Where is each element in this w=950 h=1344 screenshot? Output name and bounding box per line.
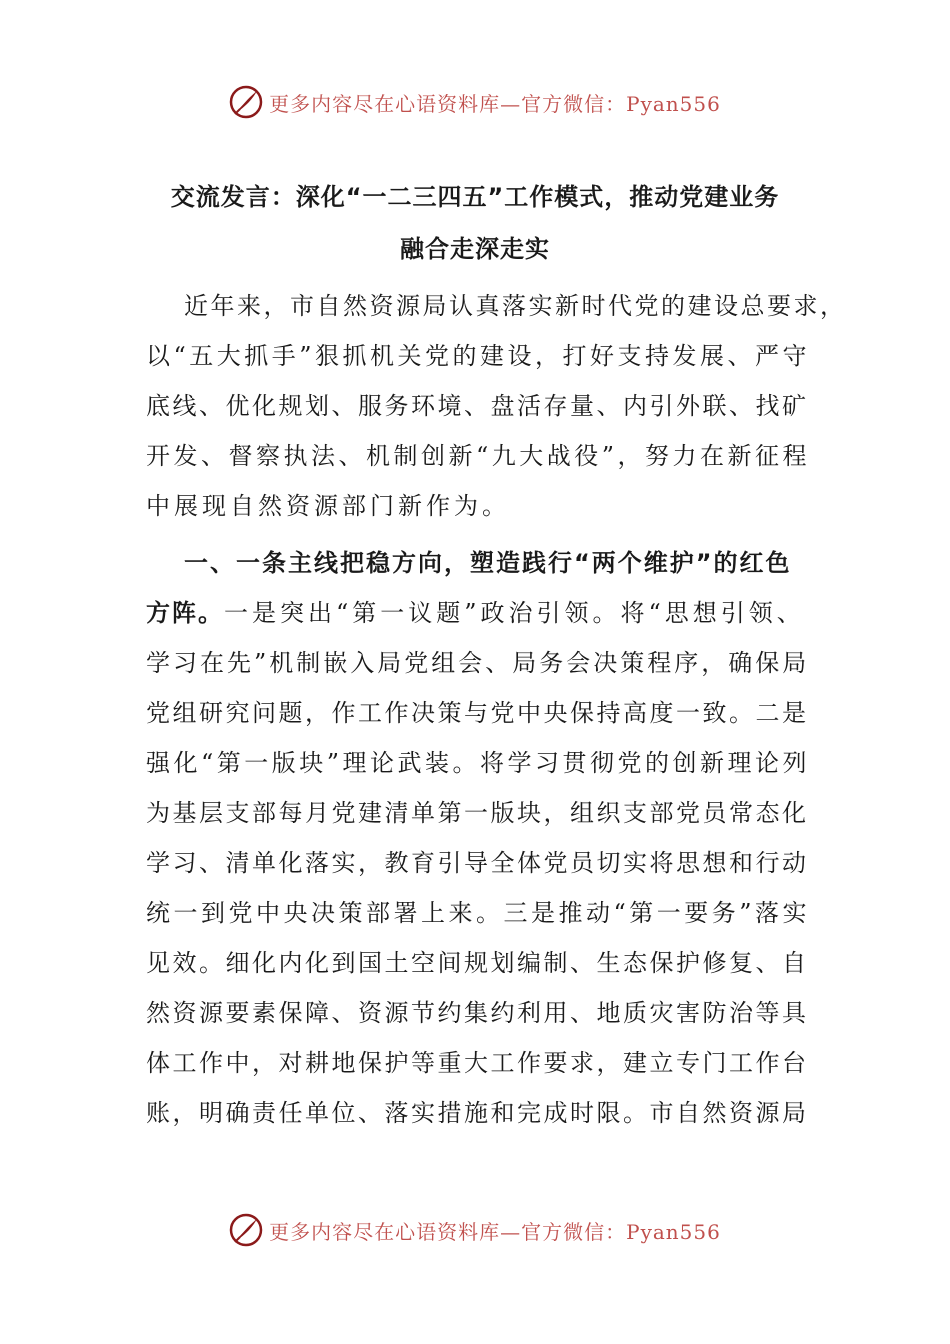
section-text: 一是突出“第一议题”政治引领。将“思想引领、 [224,599,805,627]
section-heading-end: 方阵。 [146,599,224,627]
intro-line: 底线、优化规划、服务环境、盘活存量、内引外联、找矿 [146,392,809,420]
header-banner [0,82,950,122]
section-line: 为基层支部每月党建清单第一版块，组织支部党员常态化 [146,799,809,827]
intro-line: 近年来，市自然资源局认真落实新时代党的建设总要求， [184,292,847,320]
section-line: 然资源要素保障、资源节约集约利用、地质灾害防治等具 [146,999,809,1027]
section-line: 体工作中，对耕地保护等重大工作要求，建立专门工作台 [146,1049,809,1077]
document-title-line-1: 交流发言：深化“一二三四五”工作模式，推动党建业务 [170,183,780,211]
intro-line: 中展现自然资源部门新作为。 [146,492,510,520]
quill-pen-logo-icon [229,85,263,119]
banner-text: 更多内容尽在心语资料库—官方微信：Pyan556 [269,91,721,116]
section-heading: 一、一条主线把稳方向，塑造践行“两个维护”的红色 [184,549,792,577]
section-line: 账，明确责任单位、落实措施和完成时限。市自然资源局 [146,1099,809,1127]
intro-line: 以“五大抓手”狠抓机关党的建设，打好支持发展、严守 [146,342,811,370]
section-line: 党组研究问题，作工作决策与党中央保持高度一致。二是 [146,699,809,727]
section-line [146,597,810,629]
section-line: 见效。细化内化到国土空间规划编制、生态保护修复、自 [146,949,809,977]
section-line: 强化“第一版块”理论武装。将学习贯彻党的创新理论列 [146,749,811,777]
intro-line: 开发、督察执法、机制创新“九大战役”，努力在新征程 [146,442,811,470]
banner-text: 更多内容尽在心语资料库—官方微信：Pyan556 [269,1219,721,1244]
section-line: 学习在先”机制嵌入局党组会、局务会决策程序，确保局 [146,649,810,677]
section-line: 统一到党中央决策部署上来。三是推动“第一要务”落实 [146,899,811,927]
section-line: 学习、清单化落实，教育引导全体党员切实将思想和行动 [146,849,809,877]
quill-pen-logo-icon [229,1213,263,1247]
footer-banner [0,1210,950,1250]
document-title-line-2: 融合走深走实 [400,235,550,263]
